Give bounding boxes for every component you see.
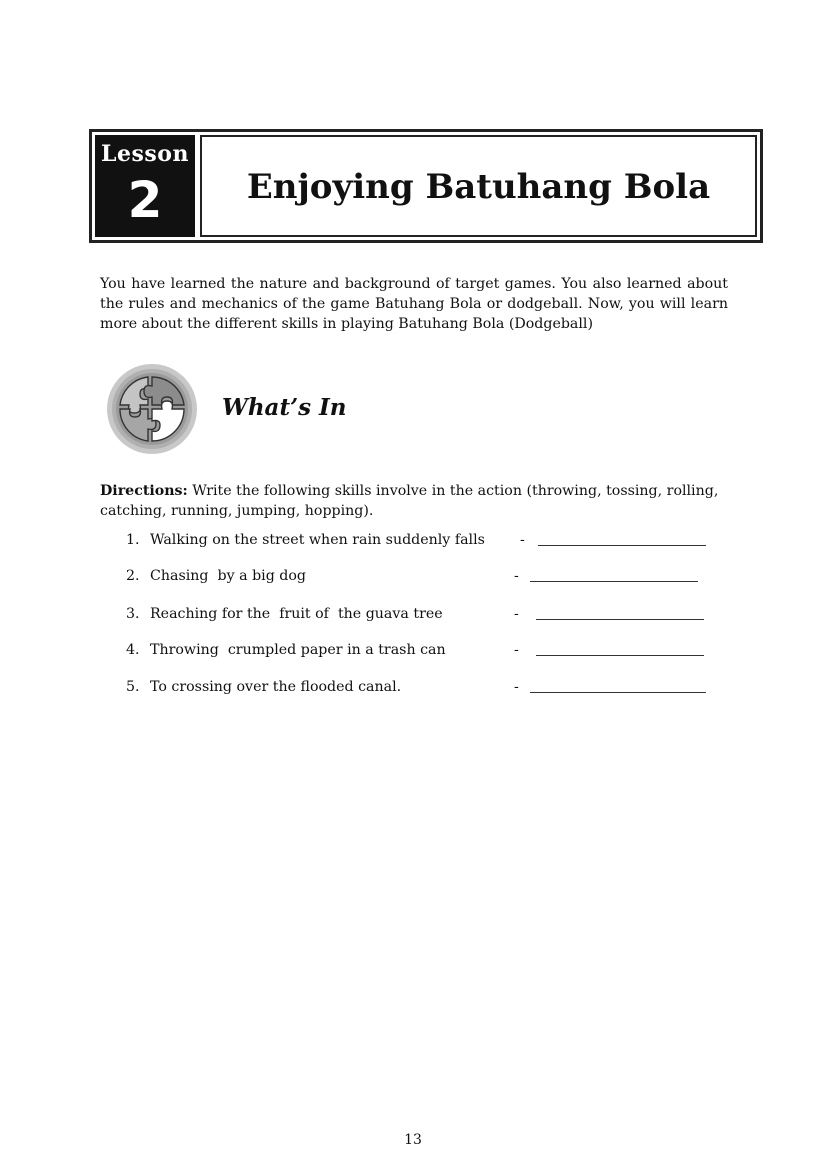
item-dash: - [520, 532, 525, 548]
answer-blank[interactable] [538, 545, 706, 546]
item-number: 2. [126, 568, 140, 584]
item-text: Reaching for the fruit of the guava tree [150, 606, 443, 622]
item-text: Throwing crumpled paper in a trash can [150, 642, 446, 658]
item-number: 4. [126, 642, 140, 658]
item-dash: - [514, 606, 519, 622]
list-item [126, 530, 726, 550]
list-item [126, 566, 726, 586]
list-item [126, 604, 726, 624]
section-heading: What’s In [222, 394, 347, 421]
answer-blank[interactable] [536, 619, 704, 620]
item-text: To crossing over the flooded canal. [150, 679, 402, 695]
page-number: 13 [404, 1132, 422, 1148]
answer-blank[interactable] [530, 692, 706, 693]
puzzle-icon [106, 363, 198, 455]
list-item [126, 640, 726, 660]
lesson-label: Lesson [101, 141, 189, 167]
list-item [126, 677, 726, 697]
answer-blank[interactable] [530, 581, 698, 582]
lesson-banner [89, 129, 763, 243]
item-number: 1. [126, 532, 140, 548]
directions-label: Directions: [100, 483, 188, 499]
item-dash: - [514, 679, 519, 695]
item-text: Walking on the street when rain suddenly falls [150, 532, 485, 548]
item-text: Chasing by a big dog [150, 568, 307, 584]
answer-blank[interactable] [536, 655, 704, 656]
lesson-number: 2 [127, 171, 163, 229]
lesson-title-box [200, 135, 757, 237]
intro-paragraph: You have learned the nature and background of target games. You also learned about the rules and mechanics of the game Batuhang Bola or dodgeball. Now, you will learn more about the different skills in playing Batuhang Bola (Dodgeball) [100, 276, 728, 332]
lesson-title: Enjoying Batuhang Bola [246, 167, 711, 207]
directions-text: Write the following skills involve in the action (throwing, tossing, rolling, catching, running, jumping, hopping). [100, 483, 719, 519]
item-number: 5. [126, 679, 140, 695]
lesson-number-box [95, 135, 195, 237]
directions [100, 481, 730, 521]
item-dash: - [514, 642, 519, 658]
item-dash: - [514, 568, 519, 584]
item-number: 3. [126, 606, 140, 622]
